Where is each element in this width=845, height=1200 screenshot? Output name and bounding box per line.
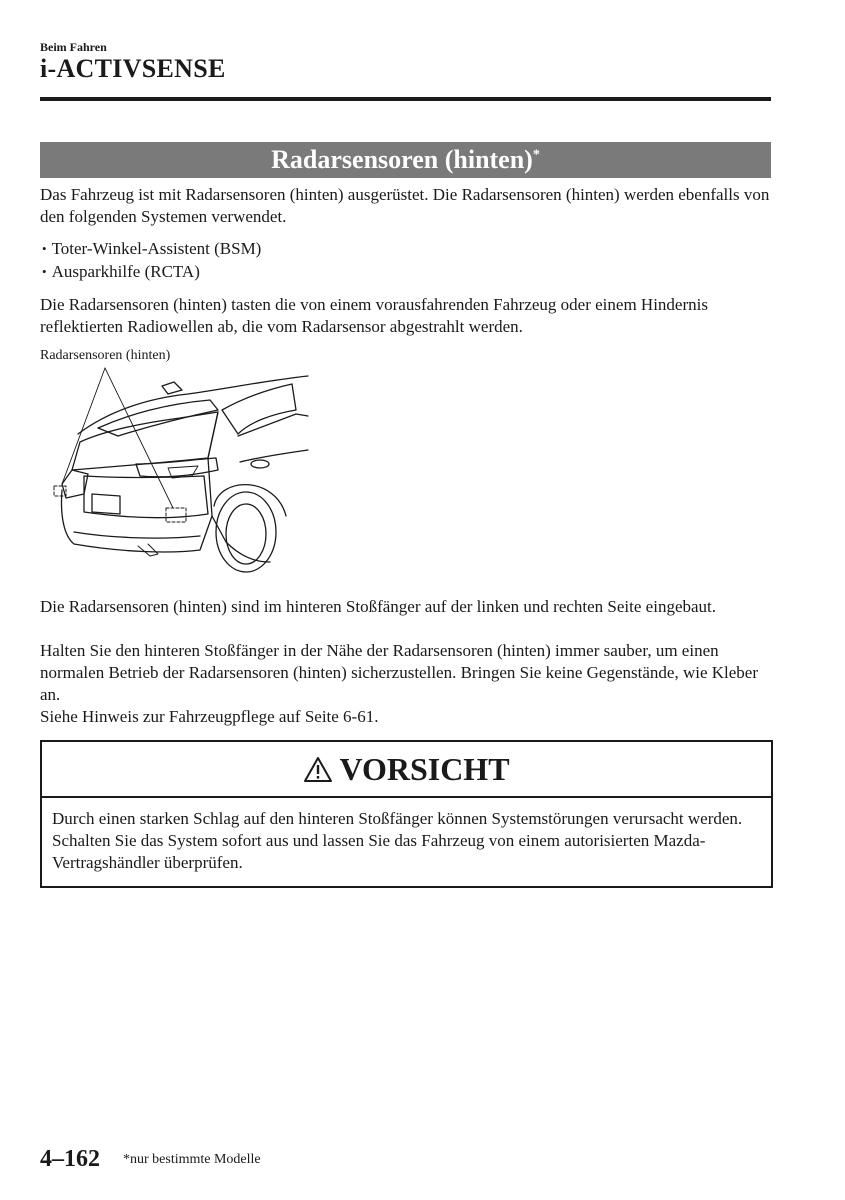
cleaning-paragraph: Halten Sie den hinteren Stoßfänger in der Nähe der Radarsensoren (hinten) immer sauber, um einen normalen Betrieb der Radarsensoren (hinten) sicherzustellen. Bringen Sie keine Gegenstände, wie Kleber an. [40,641,758,704]
model-marker: * [532,147,540,163]
section-title: Radarsensoren (hinten) [271,145,533,174]
rear-car-illustration [40,366,310,576]
caution-box [40,740,773,888]
caution-text: Durch einen starken Schlag auf den hinteren Stoßfänger können Systemstörungen verursacht werden. Schalten Sie das System sofort aus und lassen Sie das Fahrzeug von einem autorisierten Mazda-Vertragshändler überprüfen. [52,809,743,872]
reference-paragraph: Siehe Hinweis zur Fahrzeugpflege auf Seite 6-61. [40,707,379,726]
footnote: *nur bestimmte Modelle [123,1152,261,1167]
figure-callout: Radarsensoren (hinten) [40,348,171,363]
list-item [42,238,261,261]
title-rule [40,97,771,101]
intro-paragraph: Das Fahrzeug ist mit Radarsensoren (hinten) ausgerüstet. Die Radarsensoren (hinten) werden ebenfalls von den folgenden Systemen verwendet. [40,185,770,226]
detection-paragraph: Die Radarsensoren (hinten) tasten die von einem vorausfahrenden Fahrzeug oder einem Hindernis reflektierten Radiowellen ab, die vom Radarsensor abgestrahlt werden. [40,295,708,336]
system-item-bsm: Toter-Winkel-Assistent (BSM) [51,239,262,258]
location-paragraph: Die Radarsensoren (hinten) sind im hinteren Stoßfänger auf der linken und rechten Seite eingebaut. [40,597,717,616]
warning-triangle-icon [303,756,333,783]
system-item-rcta: Ausparkhilfe (RCTA) [51,262,200,281]
page-number: 4–162 [40,1146,100,1172]
list-item [42,261,261,284]
page-title: i-ACTIVSENSE [40,54,226,83]
section-header [40,142,771,178]
caution-header [42,742,771,798]
section-label: Beim Fahren [40,40,107,54]
system-list [42,238,261,284]
caution-title: VORSICHT [339,751,510,787]
